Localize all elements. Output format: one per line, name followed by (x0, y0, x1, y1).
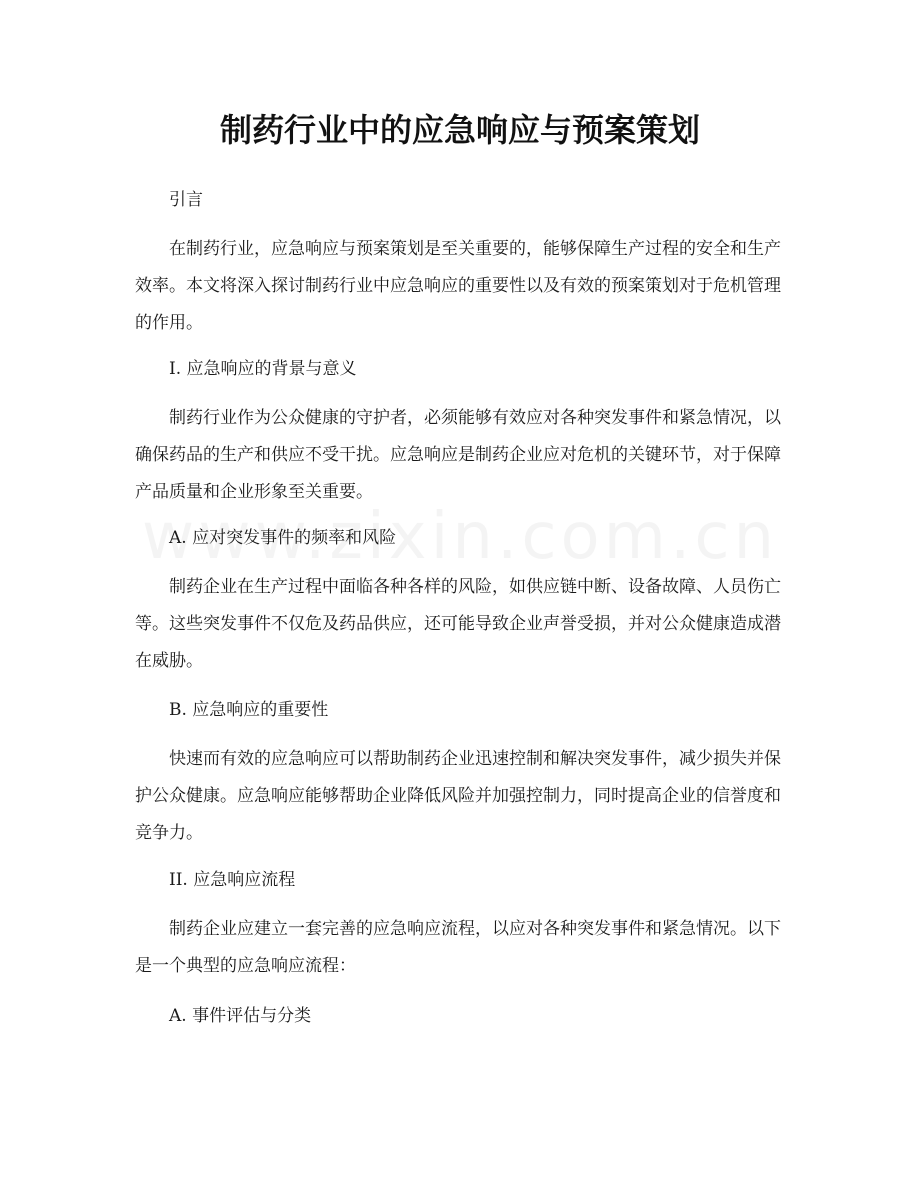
section-heading-2: II. 应急响应流程 (169, 870, 296, 890)
paragraph-intro: 在制药行业，应急响应与预案策划是至关重要的，能够保障生产过程的安全和生产效率。本文将深入探讨制药行业中应急响应的重要性以及有效的预案策划对于危机管理的作用。 (135, 239, 781, 333)
section-heading-1b: B. 应急响应的重要性 (169, 700, 329, 720)
section-heading-1a: A. 应对突发事件的频率和风险 (169, 528, 397, 548)
section-heading-1: I. 应急响应的背景与意义 (169, 359, 357, 379)
document-title: 制药行业中的应急响应与预案策划 (219, 111, 700, 149)
paragraph-1: 制药行业作为公众健康的守护者，必须能够有效应对各种突发事件和紧急情况，以确保药品的生产和供应不受干扰。应急响应是制药企业应对危机的关键环节，对于保障产品质量和企业形象至关重要。 (135, 408, 781, 502)
paragraph-2: 制药企业应建立一套完善的应急响应流程，以应对各种突发事件和紧急情况。以下是一个典型的应急响应流程： (135, 919, 781, 976)
section-heading-intro: 引言 (169, 190, 203, 210)
section-heading-2a: A. 事件评估与分类 (169, 1006, 312, 1026)
paragraph-1a: 制药企业在生产过程中面临各种各样的风险，如供应链中断、设备故障、人员伤亡等。这些突发事件不仅危及药品供应，还可能导致企业声誉受损，并对公众健康造成潜在威胁。 (135, 577, 781, 671)
paragraph-1b: 快速而有效的应急响应可以帮助制药企业迅速控制和解决突发事件，减少损失并保护公众健康。应急响应能够帮助企业降低风险并加强控制力，同时提高企业的信誉度和竞争力。 (135, 749, 781, 843)
